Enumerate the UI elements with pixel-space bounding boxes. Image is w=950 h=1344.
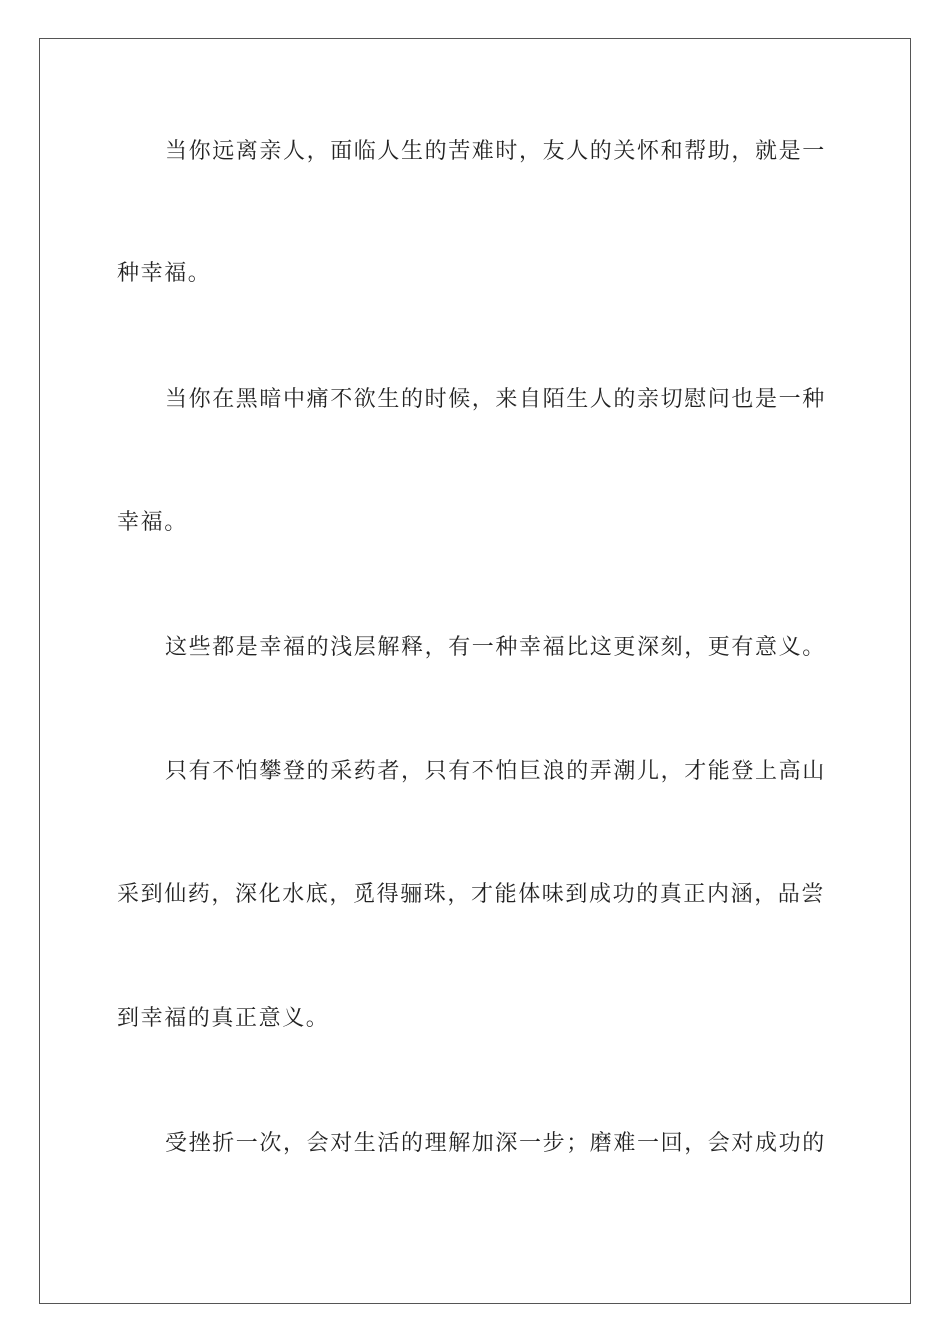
paragraph-4-line-3: 到幸福的真正意义。 [117,1006,330,1031]
paragraph-5-line-1: 受挫折一次，会对生活的理解加深一步；磨难一回，会对成功的 [165,1131,826,1156]
paragraph-4-line-2: 采到仙药，深化水底，觅得骊珠，才能体味到成功的真正内涵，品尝 [117,882,826,907]
paragraph-2-line-2: 幸福。 [117,510,188,535]
paragraph-1-line-2: 种幸福。 [117,261,212,286]
paragraph-3-line-1: 这些都是幸福的浅层解释，有一种幸福比这更深刻，更有意义。 [165,635,826,660]
paragraph-1-line-1: 当你远离亲人，面临人生的苦难时，友人的关怀和帮助，就是一 [165,139,826,164]
paragraph-4-line-1: 只有不怕攀登的采药者，只有不怕巨浪的弄潮儿，才能登上高山 [165,759,826,784]
page-frame [39,38,911,1304]
paragraph-2-line-1: 当你在黑暗中痛不欲生的时候，来自陌生人的亲切慰问也是一种 [165,387,826,412]
